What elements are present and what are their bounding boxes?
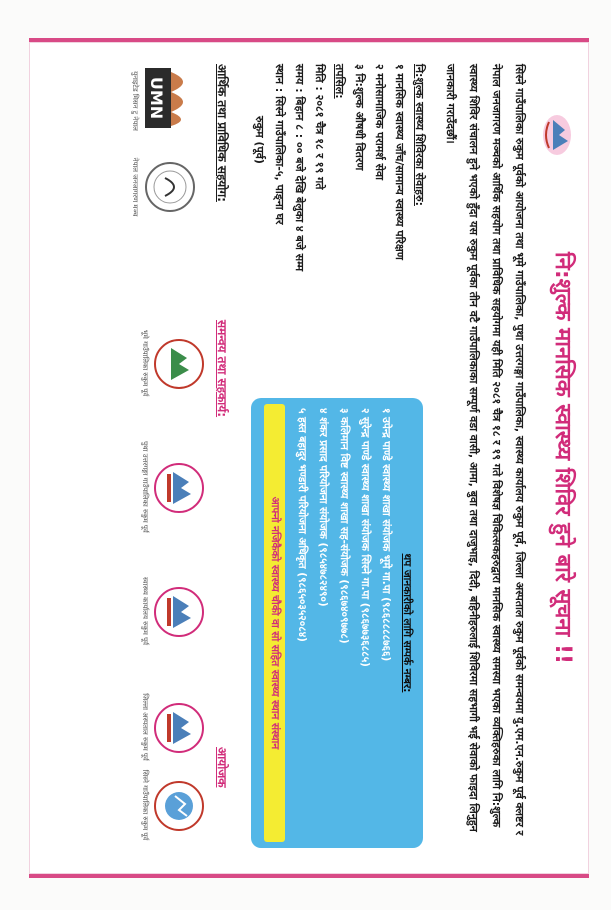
njm-caption: नेपाल जनजागरण मञ्च (131, 157, 139, 217)
contact-item: ३ कलिमान विष्ट स्वास्थ्य शाखा सह-संयोजक (९८६७४०९७७८) (338, 408, 350, 644)
umn-logo-text: UMN (147, 76, 166, 120)
sisne-logo-icon (153, 780, 205, 832)
umn-caption: युनाइटेड मिसन टु नेपाल (131, 71, 139, 131)
njm-logo-icon (143, 160, 197, 214)
coord-caption: जिल्ला अस्पताल रुकुम पूर्व (141, 693, 149, 761)
putha-logo-icon (153, 462, 205, 514)
intro-paragraph: सिस्ने गाउँपालिका रुकुम पूर्वको आयोजना तथा भूमे गाउँपालिका, पुथा उत्तरगङ्गा गाउँपालिका, स्वास्थ्य कार्यालय रुकुम पूर्व, जिल्ला अस्पताल रुकुम पूर्वको समन्वयमा यु.एम.एन.रुकुम पूर्व क्लष्टर र नेपाल जनजागरण मञ्चको आर्थिक सहयोग तथा प्राविधिक सहयोगमा यही मिति २०८१ चैत्र १८ र १९ गते विशेषज्ञ चिकित्सकहरुद्वारा मानसिक स्वास्थ्य समस्या भएका व्यक्तिहरुका लागि नि:शुल्क स्वास्थ्य शिविर संचालन हुने भएको हुँदा यस रुकुम पूर्वका तीन वटै गाउँपालिकाका सम्पूर्ण वडा वासी, आमा, बुवा तथा दाजुभाइ, दिदी, बहिनीहरुलाई शिविरमा सहभागी भई सेवाको फाइदा लिनुहुन जानकारी गराउँदछौं। (444, 64, 526, 836)
bhume-logo-icon (153, 338, 205, 390)
health-office-logo-icon (153, 586, 205, 638)
contact-footer: आफ्नो नजिकैको स्वास्थ्य चौकी वा सो सहित स्वास्थ्य स्थान संस्थान (264, 404, 285, 842)
contact-title: थप जानकारीको लागि सम्पर्क नम्बर: (401, 553, 413, 693)
contact-box (251, 398, 423, 848)
page-title: नि:शुल्क मानसिक स्वास्थ्य शिविर हुने बारे सूचना !! (550, 251, 575, 665)
notice-sheet (29, 38, 589, 878)
detail-date: मिति : २०८१ चैत्र १८ र १९ गते (313, 64, 326, 190)
coord-caption: पुथा उत्तरगङ्गा गाउँपालिका रुकुम पूर्व (141, 441, 149, 533)
detail-place-2: रुकुम (पूर्व) (253, 116, 266, 164)
contact-item: ४ शंकर प्रसाद परियोजना संयोजक (९८५४७८२४९०) (317, 408, 329, 607)
umn-logo-icon (143, 66, 201, 130)
service-item: ३ नि:शुल्क औषधी वितरण (353, 64, 366, 171)
contact-item: १ उपेन्द्र पाण्डे स्वास्थ्य शाखा संयोजक भूमे गा.पा (९८६८८८८७६६) (380, 408, 392, 662)
organizer-label: आयोजक (215, 747, 229, 788)
services-heading: नि:शुल्क स्वास्थ्य शिविरका सेवाहरु: (413, 64, 426, 206)
details-heading: तपसिल: (333, 64, 346, 99)
detail-time: समय : बिहान ८ : ०० बजे देखि बेलुका ४ बजे सम्म (293, 64, 306, 272)
detail-place: स्थान : सिस्ने गाउँपालिका-५, पाङ्ना घर (273, 64, 286, 225)
coord-caption: भूमे गाउँपालिका रुकुम पूर्व (141, 329, 149, 397)
services-list (249, 64, 429, 404)
coord-caption: स्वास्थ्य कार्यालय रुकुम पूर्व (141, 577, 149, 645)
district-hospital-logo-icon (153, 702, 205, 754)
coordination-label: समन्वय तथा सहकार्य: (215, 320, 229, 418)
organizer-caption: सिस्ने गाउँपालिका रुकुम पूर्व (141, 769, 149, 841)
technical-support-label: आर्थिक तथा प्राविधिक सहयोग: (215, 64, 229, 202)
service-item: १ मानसिक स्वास्थ्य जाँच/सामान्य स्वास्थ्य परिक्षण (393, 64, 406, 260)
contact-item: २ सुरेन्द्र पाण्डे स्वास्थ्य शाखा संयोजक सिस्ने गा.पा (९८६७७३६८८५) (359, 408, 371, 667)
contact-item: ५ हस्त बहादुर भण्डारी परियोजना अधिकृत (९८६५०३५२०८४) (296, 408, 308, 642)
service-item: २ मनोसामाजिक परामर्श सेवा (373, 64, 386, 180)
